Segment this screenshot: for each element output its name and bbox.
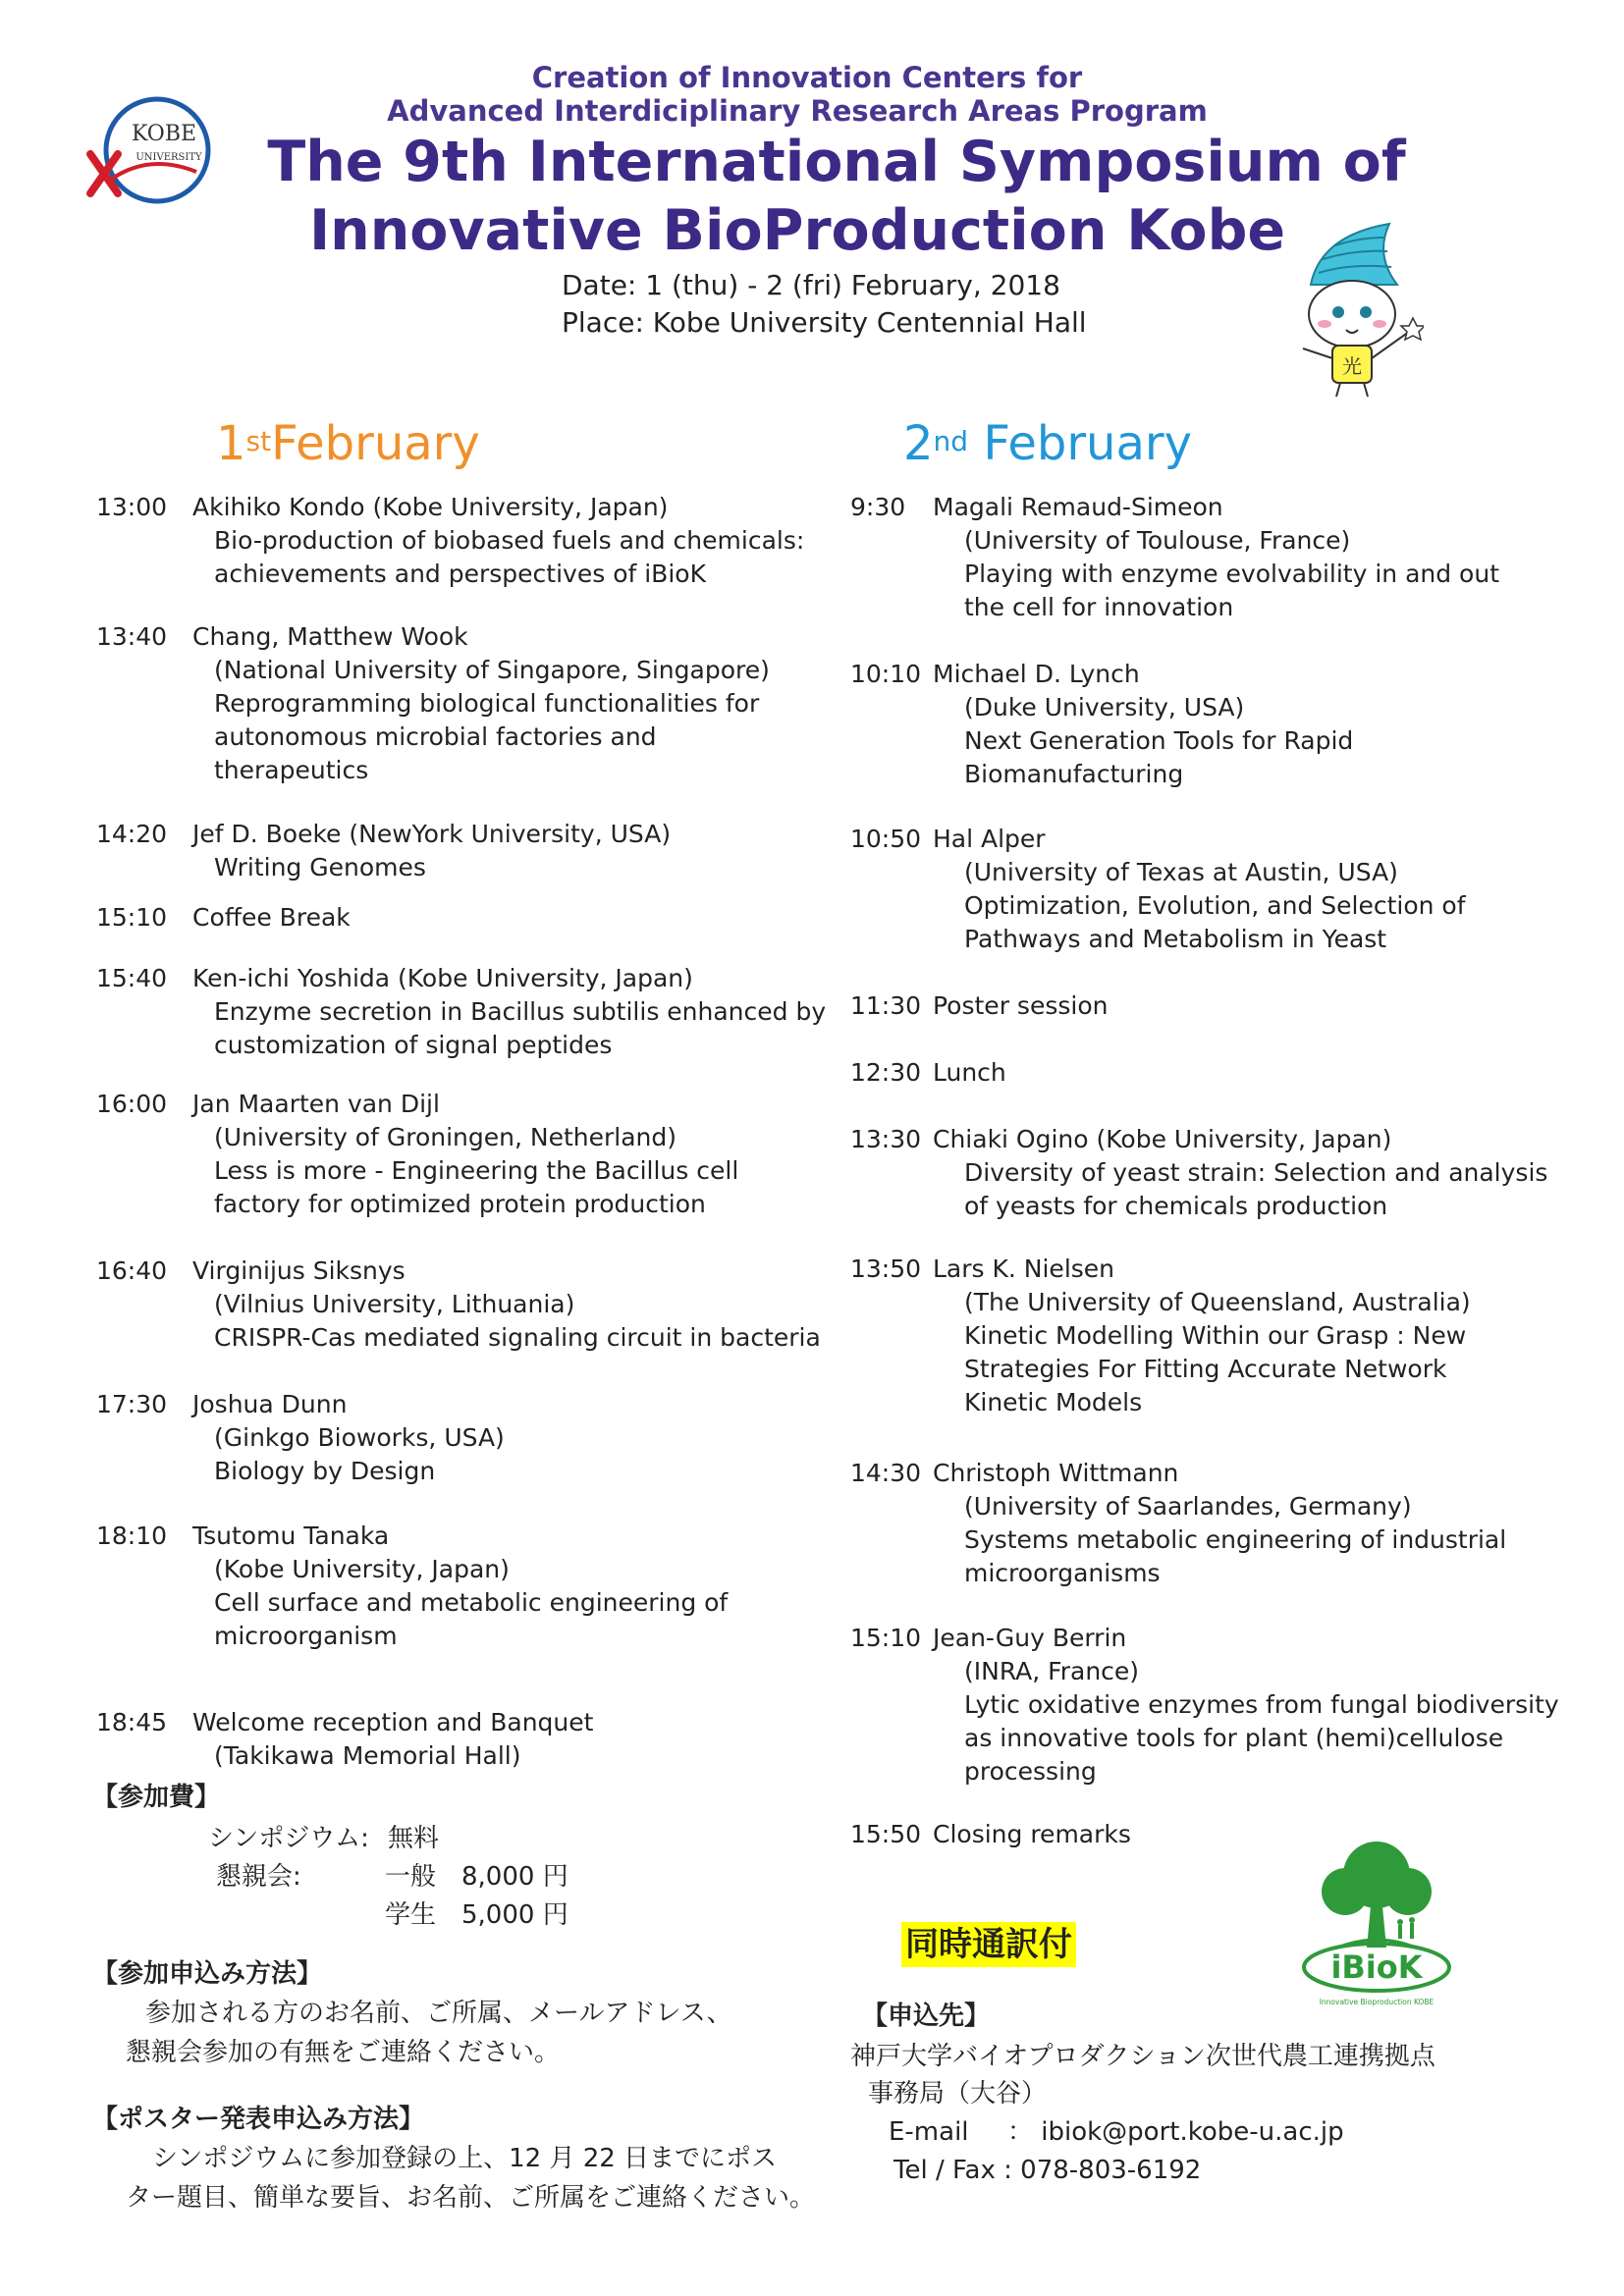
fees-heading: 【参加費】	[92, 1783, 221, 1812]
apply-heading: 【参加申込み方法】	[92, 1959, 323, 1989]
contact-email[interactable]: ： ibiok@port.kobe-u.ac.jp	[1007, 2117, 1344, 2147]
session-time: 13:30	[850, 1125, 922, 1153]
session-speaker: Tsutomu Tanaka	[192, 1522, 390, 1550]
ibiok-logo-caption: Innovative Bioproduction KOBE	[1319, 1998, 1435, 2006]
contact-email-label: E-mail	[889, 2117, 969, 2147]
session-time: 17:30	[96, 1390, 168, 1418]
session-detail: Next Generation Tools for Rapid	[964, 726, 1354, 755]
session-detail: therapeutics	[214, 756, 369, 784]
day2-heading: 2nd February	[903, 416, 1193, 471]
apply-line-1: 参加される方のお名前、ご所属、メールアドレス、	[145, 1999, 732, 2028]
event-date: Date: 1 (thu) - 2 (fri) February, 2018	[562, 269, 1060, 301]
fee-symposium-label: シンポジウム:	[208, 1824, 369, 1853]
session-speaker: Chang, Matthew Wook	[192, 622, 468, 651]
session-detail: Less is more - Engineering the Bacillus cell	[214, 1156, 739, 1185]
session-speaker: Lars K. Nielsen	[933, 1255, 1115, 1283]
session-speaker: Michael D. Lynch	[933, 660, 1140, 688]
session-detail: Biology by Design	[214, 1457, 436, 1485]
session-time: 16:40	[96, 1256, 168, 1285]
session-time: 10:10	[850, 660, 922, 688]
session-detail: (The University of Queensland, Australia)	[964, 1288, 1471, 1316]
day1-heading: 1stFebruary	[216, 416, 480, 471]
session-detail: (University of Groningen, Netherland)	[214, 1123, 677, 1151]
session-speaker: Ken-ichi Yoshida (Kobe University, Japan)	[192, 964, 693, 992]
ibiok-logo-text: iBioK	[1330, 1949, 1423, 1986]
session-speaker: Coffee Break	[192, 903, 351, 932]
contact-org: 神戸大学バイオプロダクション次世代農工連携拠点	[850, 2042, 1435, 2071]
session-detail: customization of signal peptides	[214, 1031, 613, 1059]
session-detail: achievements and perspectives of iBioK	[214, 560, 706, 588]
session-detail: as innovative tools for plant (hemi)cellulose	[964, 1724, 1504, 1752]
symposium-title-line-1: The 9th International Symposium of	[267, 130, 1406, 194]
session-detail: Biomanufacturing	[964, 760, 1184, 788]
session-detail: Diversity of yeast strain: Selection and analysis	[964, 1158, 1548, 1187]
session-detail: (Ginkgo Bioworks, USA)	[214, 1423, 505, 1452]
contact-heading: 【申込先】	[862, 2002, 991, 2031]
session-detail: Bio-production of biobased fuels and chemicals:	[214, 526, 805, 555]
session-speaker: Virginijus Siksnys	[192, 1256, 406, 1285]
ibiok-logo	[1298, 1838, 1455, 2009]
session-detail: (Vilnius University, Lithuania)	[214, 1290, 575, 1318]
session-time: 15:50	[850, 1820, 922, 1848]
apply-line-2: 懇親会参加の有無をご連絡ください。	[126, 2038, 561, 2067]
kobe-logo-top-text: KOBE	[131, 122, 197, 146]
session-detail: of yeasts for chemicals production	[964, 1192, 1388, 1220]
session-speaker: Jean-Guy Berrin	[933, 1624, 1127, 1652]
event-place: Place: Kobe University Centennial Hall	[562, 306, 1087, 339]
session-detail: Systems metabolic engineering of industrial	[964, 1525, 1507, 1554]
program-line-2: Advanced Interdiciplinary Research Areas Program	[387, 94, 1208, 128]
session-detail: autonomous microbial factories and	[214, 722, 657, 751]
fee-banquet-general: 一般 8,000 円	[385, 1862, 568, 1892]
session-speaker: Jan Maarten van Dijl	[192, 1090, 440, 1118]
fee-symposium-value: 無料	[388, 1824, 440, 1853]
session-detail: (Kobe University, Japan)	[214, 1555, 510, 1583]
session-speaker: Hal Alper	[933, 825, 1046, 853]
fee-banquet-student: 学生 5,000 円	[385, 1900, 568, 1930]
session-detail: the cell for innovation	[964, 593, 1234, 621]
session-detail: Optimization, Evolution, and Selection of	[964, 891, 1466, 920]
session-speaker: Magali Remaud-Simeon	[933, 493, 1223, 521]
session-speaker: Poster session	[933, 991, 1109, 1020]
kobe-logo-bottom-text: UNIVERSITY	[135, 152, 202, 163]
session-speaker: Christoph Wittmann	[933, 1459, 1179, 1487]
session-detail: Kinetic Modelling Within our Grasp : New	[964, 1321, 1467, 1350]
session-time: 18:45	[96, 1708, 168, 1736]
session-detail: (Duke University, USA)	[964, 693, 1245, 721]
session-time: 11:30	[850, 991, 922, 1020]
session-detail: Cell surface and metabolic engineering of	[214, 1588, 729, 1617]
session-detail: (University of Saarlandes, Germany)	[964, 1492, 1412, 1521]
session-time: 13:40	[96, 622, 168, 651]
session-detail: factory for optimized protein production	[214, 1190, 706, 1218]
session-time: 9:30	[850, 493, 906, 521]
session-time: 15:10	[850, 1624, 922, 1652]
session-time: 13:00	[96, 493, 168, 521]
session-speaker: Jef D. Boeke (NewYork University, USA)	[192, 820, 672, 848]
symposium-title-line-2: Innovative BioProduction Kobe	[308, 198, 1286, 263]
poster-apply-heading: 【ポスター発表申込み方法】	[92, 2105, 425, 2134]
simultaneous-interpretation-badge: 同時通訳付	[901, 1922, 1076, 1967]
session-time: 12:30	[850, 1058, 922, 1087]
session-detail: Pathways and Metabolism in Yeast	[964, 925, 1387, 953]
session-detail: microorganisms	[964, 1559, 1161, 1587]
session-detail: processing	[964, 1757, 1097, 1786]
session-detail: (University of Texas at Austin, USA)	[964, 858, 1398, 886]
session-time: 18:10	[96, 1522, 168, 1550]
session-speaker: Akihiko Kondo (Kobe University, Japan)	[192, 493, 669, 521]
session-speaker: Chiaki Ogino (Kobe University, Japan)	[933, 1125, 1392, 1153]
program-line-1: Creation of Innovation Centers for	[531, 61, 1083, 94]
session-detail: Writing Genomes	[214, 853, 426, 881]
session-time: 10:50	[850, 825, 922, 853]
fee-banquet-label: 懇親会:	[216, 1862, 301, 1892]
mascot-illustration	[1281, 216, 1424, 402]
session-detail: CRISPR-Cas mediated signaling circuit in bacteria	[214, 1323, 821, 1352]
session-detail: Lytic oxidative enzymes from fungal biodiversity	[964, 1690, 1559, 1719]
session-detail: Enzyme secretion in Bacillus subtilis enhanced by	[214, 997, 827, 1026]
mascot-badge-text: 光	[1342, 354, 1362, 378]
session-detail: (University of Toulouse, France)	[964, 526, 1351, 555]
poster-apply-line-1: シンポジウムに参加登録の上、12 月 22 日までにポス	[152, 2144, 778, 2173]
session-time: 16:00	[96, 1090, 168, 1118]
session-time: 14:30	[850, 1459, 922, 1487]
session-speaker: Lunch	[933, 1058, 1006, 1087]
session-speaker: Joshua Dunn	[192, 1390, 348, 1418]
session-time: 13:50	[850, 1255, 922, 1283]
session-detail: Reprogramming biological functionalities for	[214, 689, 760, 718]
contact-office: 事務局（大谷）	[868, 2079, 1048, 2109]
session-detail: (National University of Singapore, Singapore)	[214, 656, 770, 684]
poster-apply-line-2: ター題目、簡単な要旨、お名前、ご所属をご連絡ください。	[126, 2183, 816, 2213]
session-detail: (INRA, France)	[964, 1657, 1140, 1685]
session-time: 15:10	[96, 903, 168, 932]
session-detail: Kinetic Models	[964, 1388, 1143, 1416]
session-detail: Strategies For Fitting Accurate Network	[964, 1355, 1447, 1383]
session-time: 15:40	[96, 964, 168, 992]
session-detail: microorganism	[214, 1622, 398, 1650]
session-detail: (Takikawa Memorial Hall)	[214, 1741, 521, 1770]
session-speaker: Welcome reception and Banquet	[192, 1708, 594, 1736]
contact-tel-fax: Tel / Fax : 078-803-6192	[893, 2156, 1202, 2185]
session-speaker: Closing remarks	[933, 1820, 1131, 1848]
session-time: 14:20	[96, 820, 168, 848]
session-detail: Playing with enzyme evolvability in and out	[964, 560, 1499, 588]
